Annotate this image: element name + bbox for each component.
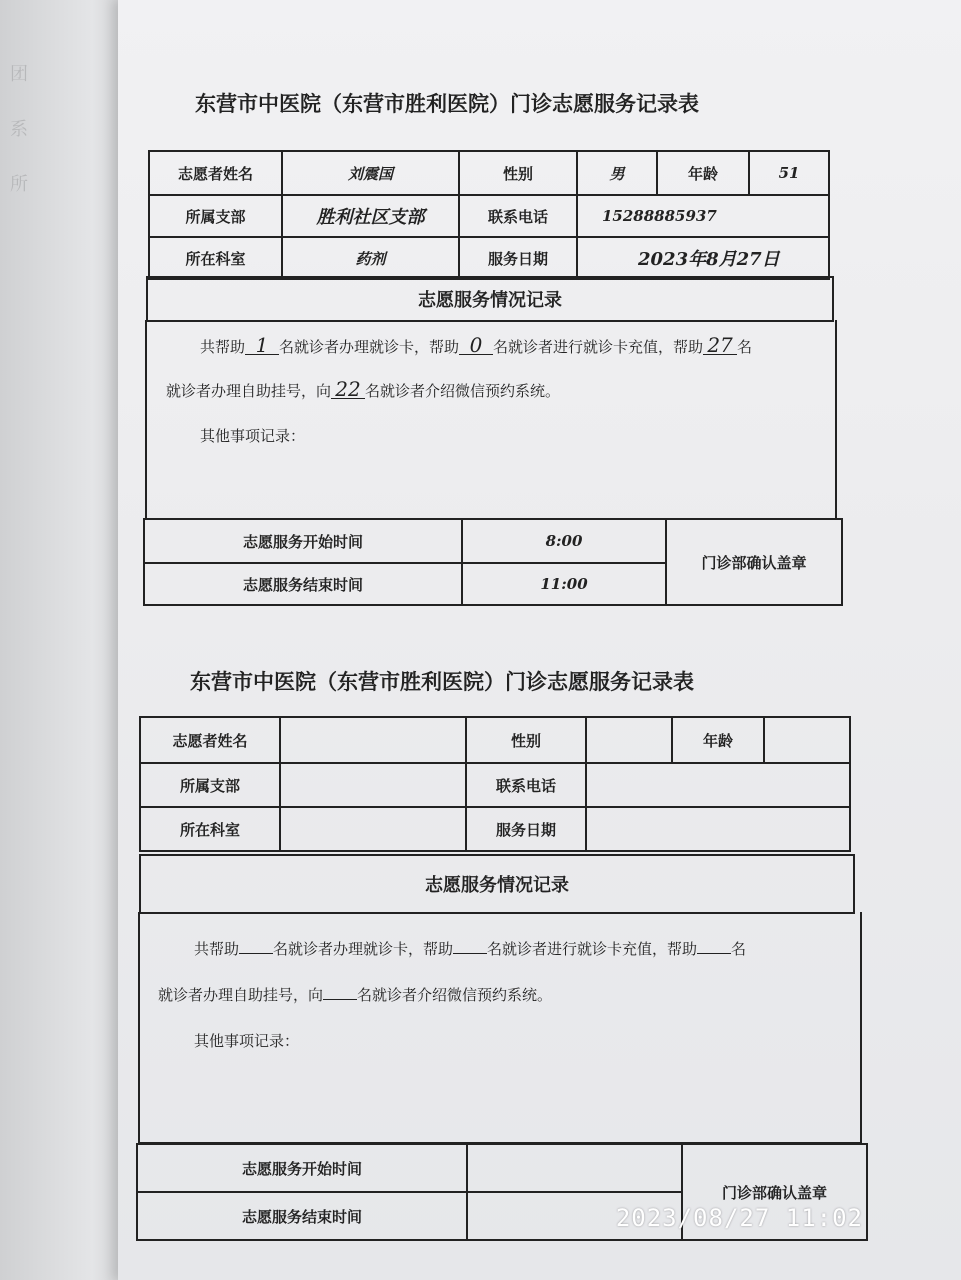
label-name: 志愿者姓名 <box>149 151 282 195</box>
count-card-recharge <box>453 953 487 954</box>
label-branch: 所属支部 <box>149 195 282 237</box>
count-wechat-intro: 22 <box>331 380 365 399</box>
label-date: 服务日期 <box>459 237 577 279</box>
label-start-time: 志愿服务开始时间 <box>144 519 462 563</box>
adjacent-page: 团 系 所 <box>0 0 132 1280</box>
service-sentence-2: 就诊者办理自助挂号，向 名就诊者介绍微信预约系统。 <box>158 986 553 1004</box>
count-card-issued: 1 <box>245 336 279 355</box>
value-phone: 15288885937 <box>577 195 829 237</box>
section-header <box>139 854 855 914</box>
other-notes-label: 其他事项记录： <box>200 427 306 445</box>
label-name: 志愿者姓名 <box>140 717 280 763</box>
value-age: 51 <box>749 151 829 195</box>
count-card-issued <box>239 953 273 954</box>
count-wechat-intro <box>323 999 357 1000</box>
service-sentence-2: 就诊者办理自助挂号，向 22 名就诊者介绍微信预约系统。 <box>166 377 561 401</box>
label-dept: 所在科室 <box>149 237 282 279</box>
label-end-time: 志愿服务结束时间 <box>144 563 462 605</box>
service-sentence-1: 共帮助 1 名就诊者办理就诊卡，帮助 0 名就诊者进行就诊卡充值，帮助 27 名 <box>200 333 753 357</box>
value-gender: 男 <box>577 151 657 195</box>
stamp-area: 门诊部确认盖章 <box>682 1144 867 1240</box>
label-age: 年龄 <box>672 717 764 763</box>
label-dept: 所在科室 <box>140 807 280 851</box>
label-date: 服务日期 <box>466 807 586 851</box>
value-gender <box>586 717 672 763</box>
value-dept: 药剂 <box>282 237 459 279</box>
value-start-time <box>467 1144 682 1192</box>
count-self-register: 27 <box>703 336 737 355</box>
value-date <box>586 807 850 851</box>
label-start-time: 志愿服务开始时间 <box>137 1144 467 1192</box>
service-sentence-1: 共帮助 名就诊者办理就诊卡，帮助 名就诊者进行就诊卡充值，帮助 名 <box>194 940 747 958</box>
info-table <box>139 716 851 852</box>
value-branch <box>280 763 466 807</box>
label-end-time: 志愿服务结束时间 <box>137 1192 467 1240</box>
section-title: 志愿服务情况记录 <box>140 855 854 913</box>
form-title: 东营市中医院（东营市胜利医院）门诊志愿服务记录表 <box>195 92 699 116</box>
photo-timestamp: 2023/08/27 11:02 <box>615 1204 863 1232</box>
value-date: 2023年8月27日 <box>577 237 829 279</box>
value-phone <box>586 763 850 807</box>
section-title: 志愿服务情况记录 <box>147 277 833 321</box>
value-dept <box>280 807 466 851</box>
time-table <box>143 518 843 606</box>
label-phone: 联系电话 <box>466 763 586 807</box>
value-end-time: 11:00 <box>462 563 666 605</box>
form-title: 东营市中医院（东营市胜利医院）门诊志愿服务记录表 <box>190 670 694 694</box>
value-name <box>280 717 466 763</box>
count-card-recharge: 0 <box>459 336 493 355</box>
value-branch: 胜利社区支部 <box>282 195 459 237</box>
label-gender: 性别 <box>466 717 586 763</box>
stamp-area: 门诊部确认盖章 <box>666 519 842 605</box>
value-name: 刘震国 <box>282 151 459 195</box>
label-age: 年龄 <box>657 151 749 195</box>
label-phone: 联系电话 <box>459 195 577 237</box>
value-start-time: 8:00 <box>462 519 666 563</box>
value-age <box>764 717 850 763</box>
count-self-register <box>697 953 731 954</box>
other-notes-label: 其他事项记录： <box>194 1032 300 1050</box>
info-table <box>148 150 830 280</box>
label-branch: 所属支部 <box>140 763 280 807</box>
label-gender: 性别 <box>459 151 577 195</box>
section-header <box>146 276 834 322</box>
